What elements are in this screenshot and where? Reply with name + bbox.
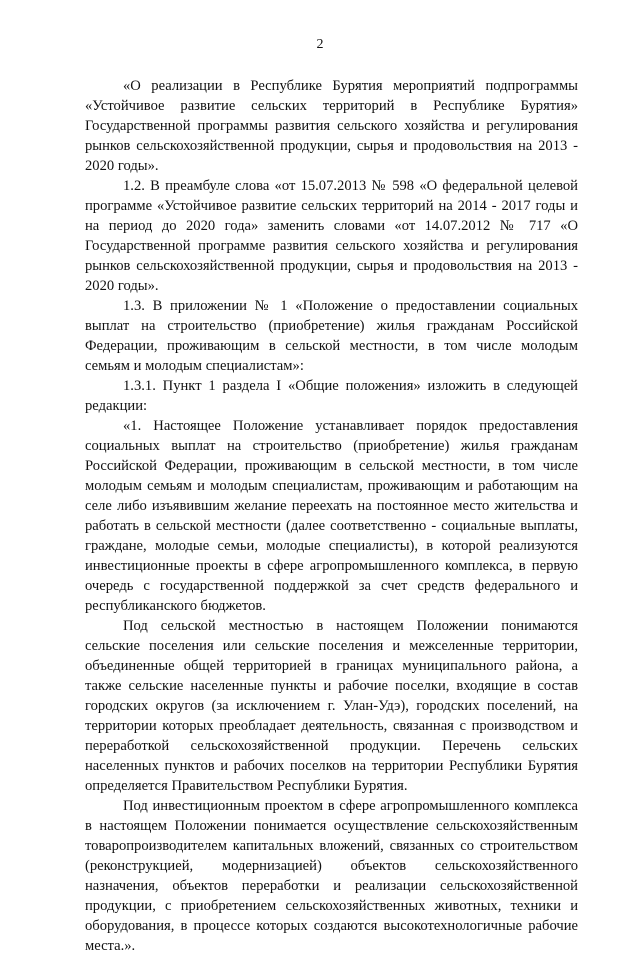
paragraph-1-3-1: 1.3.1. Пункт 1 раздела I «Общие положения» изложить в следующей редакции:: [85, 378, 578, 414]
paragraph-1-3: 1.3. В приложении № 1 «Положение о предоставлении социальных выплат на строительство (приобретение) жилья гражданам Российской Федерации, проживающим в сельской местности, в том числе молодым семьям и молодым специалистам»:: [85, 298, 578, 374]
paragraph-resolution-title: «О реализации в Республике Бурятия мероприятий подпрограммы «Устойчивое развитие сельских территорий в Республике Бурятия» Государственной программы развития сельского хозяйства и регулирования рынков сельскохозяйственной продукции, сырья и продовольствия на 2013 - 2020 годы».: [85, 78, 578, 174]
paragraph-rural-area-definition: Под сельской местностью в настоящем Положении понимаются сельские поселения или сельские поселения и межселенные территории, объединенные общей территорией в границах муниципального района, а также сельские населенные пункты и рабочие поселки, входящие в состав городских округов (за исключением г. Улан-Удэ), городских поселений, на территории которых преобладает деятельность, связанная с производством и переработкой сельскохозяйственной продукции. Перечень сельских населенных пунктов и рабочих поселков на территории Республики Бурятия определяется Правительством Республики Бурятия.: [85, 618, 578, 794]
paragraph-point-1: «1. Настоящее Положение устанавливает порядок предоставления социальных выплат на строительство (приобретение) жилья гражданам Российской Федерации, проживающим в сельской местности, в том числе молодым семьям и молодым специалистам, проживающим и работающим на селе либо изъявившим желание переехать на постоянное место жительства и работать в сельской местности (далее соответственно - социальные выплаты, граждане, молодые семьи, молодые специалисты), в которой реализуются инвестиционные проекты в сфере агропромышленного комплекса, в первую очередь с государственной поддержкой за счет средств федерального и республиканского бюджетов.: [85, 418, 578, 614]
paragraph-1-2: 1.2. В преамбуле слова «от 15.07.2013 № 598 «О федеральной целевой программе «Устойчивое развитие сельских территорий на 2014 - 2017 годы и на период до 2020 года» заменить словами «от 14.07.2012 № 717 «О Государственной программе развития сельского хозяйства и регулирования рынков сельскохозяйственной продукции, сырья и продовольствия на 2013 - 2020 годы».: [85, 178, 578, 294]
paragraph-investment-project-definition: Под инвестиционным проектом в сфере агропромышленного комплекса в настоящем Положении понимается осуществление сельскохозяйственным товаропроизводителем капитальных вложений, связанных со строительством (реконструкцией, модернизацией) объектов сельскохозяйственного назначения, объектов переработки и реализации сельскохозяйственной продукции, с приобретением сельскохозяйственных животных, техники и оборудования, в процессе которых создаются высокотехнологичные рабочие места.».: [85, 798, 578, 954]
document-body: [85, 76, 578, 956]
page-number: 2: [316, 37, 324, 52]
